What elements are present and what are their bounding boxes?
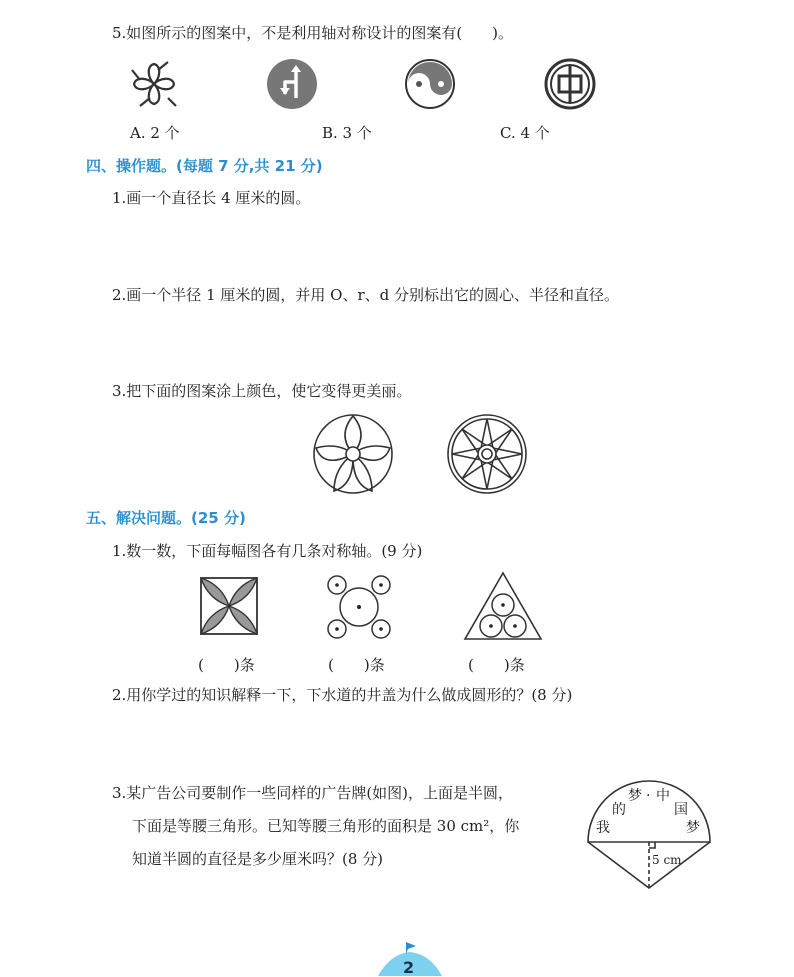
- sign-char-dot: ·: [646, 788, 651, 804]
- turn-sign-icon: [266, 58, 318, 110]
- yin-yang-icon: [404, 58, 456, 110]
- triangle-circles-figure: [464, 572, 542, 640]
- s4-q3: 3.把下面的图案涂上颜色，使它变得更美丽。: [112, 382, 412, 400]
- height-label: 5 cm: [652, 853, 682, 867]
- s5-q3-line3: 知道半圆的直径是多少厘米吗？(8 分): [132, 850, 384, 868]
- sign-char-3: 梦: [628, 788, 642, 804]
- s5-q1: 1.数一数，下面每幅图各有几条对称轴。(9 分): [112, 542, 423, 560]
- flower-circle-pattern: [312, 413, 394, 495]
- s5-q3-line2: 下面是等腰三角形。已知等腰三角形的面积是 30 cm²，你: [132, 817, 520, 835]
- s4-q1: 1.画一个直径长 4 厘米的圆。: [112, 189, 311, 207]
- section-4-heading: 四、操作题。(每题 7 分,共 21 分): [86, 157, 323, 175]
- sign-char-4: 中: [656, 788, 670, 804]
- q5-option-b: B. 3 个: [322, 124, 372, 142]
- sign-char-1: 我: [596, 820, 610, 836]
- sign-char-2: 的: [612, 802, 626, 818]
- clover-knot-icon: [128, 58, 180, 110]
- coin-logo-icon: [544, 58, 596, 110]
- s5-q3-line1: 3.某广告公司要制作一些同样的广告牌(如图)，上面是半圆，: [112, 784, 514, 802]
- s5-q2: 2.用你学过的知识解释一下，下水道的井盖为什么做成圆形的？(8 分): [112, 686, 573, 704]
- section-5-heading: 五、解决问题。(25 分): [86, 509, 246, 527]
- sign-char-5: 国: [674, 802, 688, 818]
- billboard-figure: [586, 774, 712, 890]
- five-circles-figure: [326, 574, 392, 640]
- sign-char-6: 梦: [686, 820, 700, 836]
- square-petals-figure: [200, 577, 258, 635]
- q5-option-c: C. 4 个: [500, 124, 550, 142]
- q5-text: 5.如图所示的图案中，不是利用轴对称设计的图案有( )。: [112, 24, 514, 42]
- star-compass-pattern: [446, 413, 528, 495]
- q5-option-a: A. 2 个: [130, 124, 180, 142]
- page-number: 2: [403, 958, 415, 977]
- axis-count-blank-3[interactable]: ( )条: [468, 656, 525, 674]
- axis-count-blank-1[interactable]: ( )条: [198, 656, 255, 674]
- axis-count-blank-2[interactable]: ( )条: [328, 656, 385, 674]
- s4-q2: 2.画一个半径 1 厘米的圆，并用 O、r、d 分别标出它的圆心、半径和直径。: [112, 286, 620, 304]
